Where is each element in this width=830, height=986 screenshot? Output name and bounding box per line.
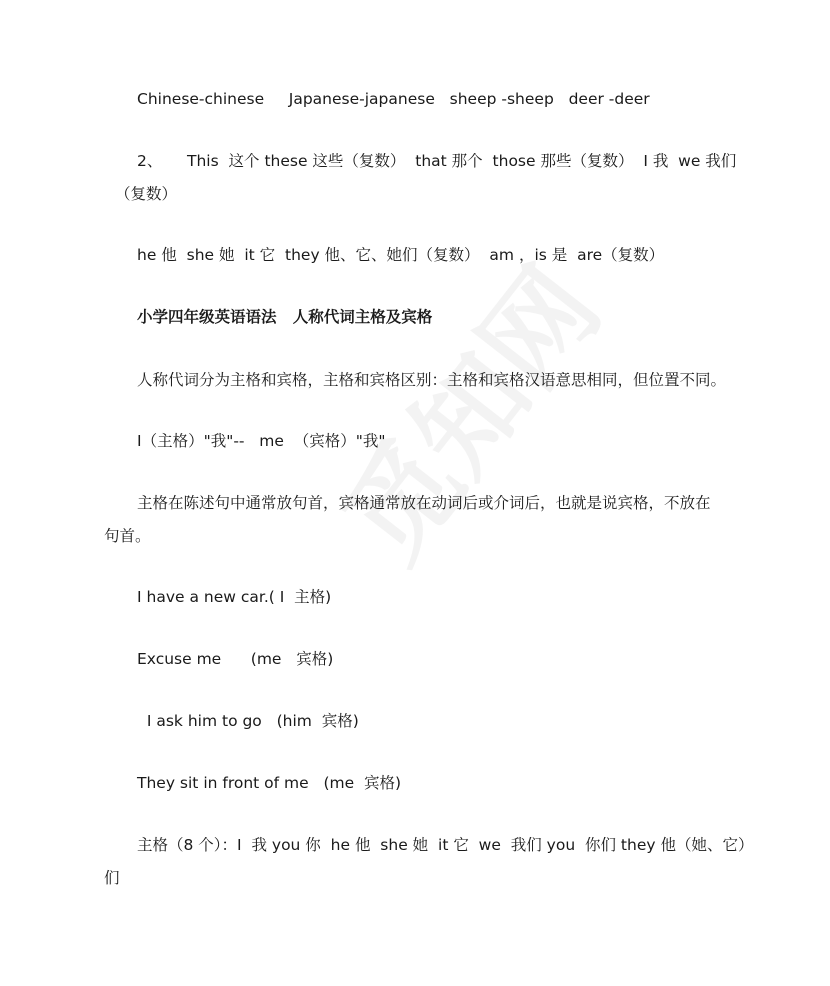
- example-line-2: Excuse me (me 宾格): [137, 650, 334, 668]
- text-line-demonstratives-cont: （复数）: [115, 185, 178, 203]
- text-line-position-rule: 主格在陈述句中通常放句首，宾格通常放在动词后或介词后，也就是说宾格，不放在: [137, 494, 711, 512]
- example-line-4: They sit in front of me (me 宾格): [137, 774, 402, 792]
- example-line-1: I have a new car.( I 主格): [137, 588, 332, 606]
- text-line-position-rule-cont: 句首。: [104, 527, 151, 545]
- section-heading: 小学四年级英语语法 人称代词主格及宾格: [137, 308, 433, 326]
- text-line-subject-list: 主格（8 个）：I 我 you 你 he 他 she 她 it 它 we 我们 you 你们 they 他（她、它）: [137, 836, 754, 854]
- text-line-subject-list-cont: 们: [104, 869, 120, 887]
- watermark: [301, 230, 629, 587]
- text-line-pronouns-be: he 他 she 她 it 它 they 他、它、她们（复数） am ，is 是 are（复数）: [137, 246, 665, 264]
- example-line-3: I ask him to go (him 宾格): [137, 712, 359, 730]
- text-line-plural-examples: Chinese-chinese Japanese-japanese sheep -sheep deer -deer: [137, 90, 650, 108]
- text-line-definition: 人称代词分为主格和宾格，主格和宾格区别：主格和宾格汉语意思相同，但位置不同。: [137, 371, 727, 389]
- text-line-demonstratives: 2、 This 这个 these 这些（复数） that 那个 those 那些（复数） I 我 we 我们: [137, 152, 737, 170]
- text-line-i-me: I（主格）"我"-- me （宾格）"我": [137, 432, 386, 450]
